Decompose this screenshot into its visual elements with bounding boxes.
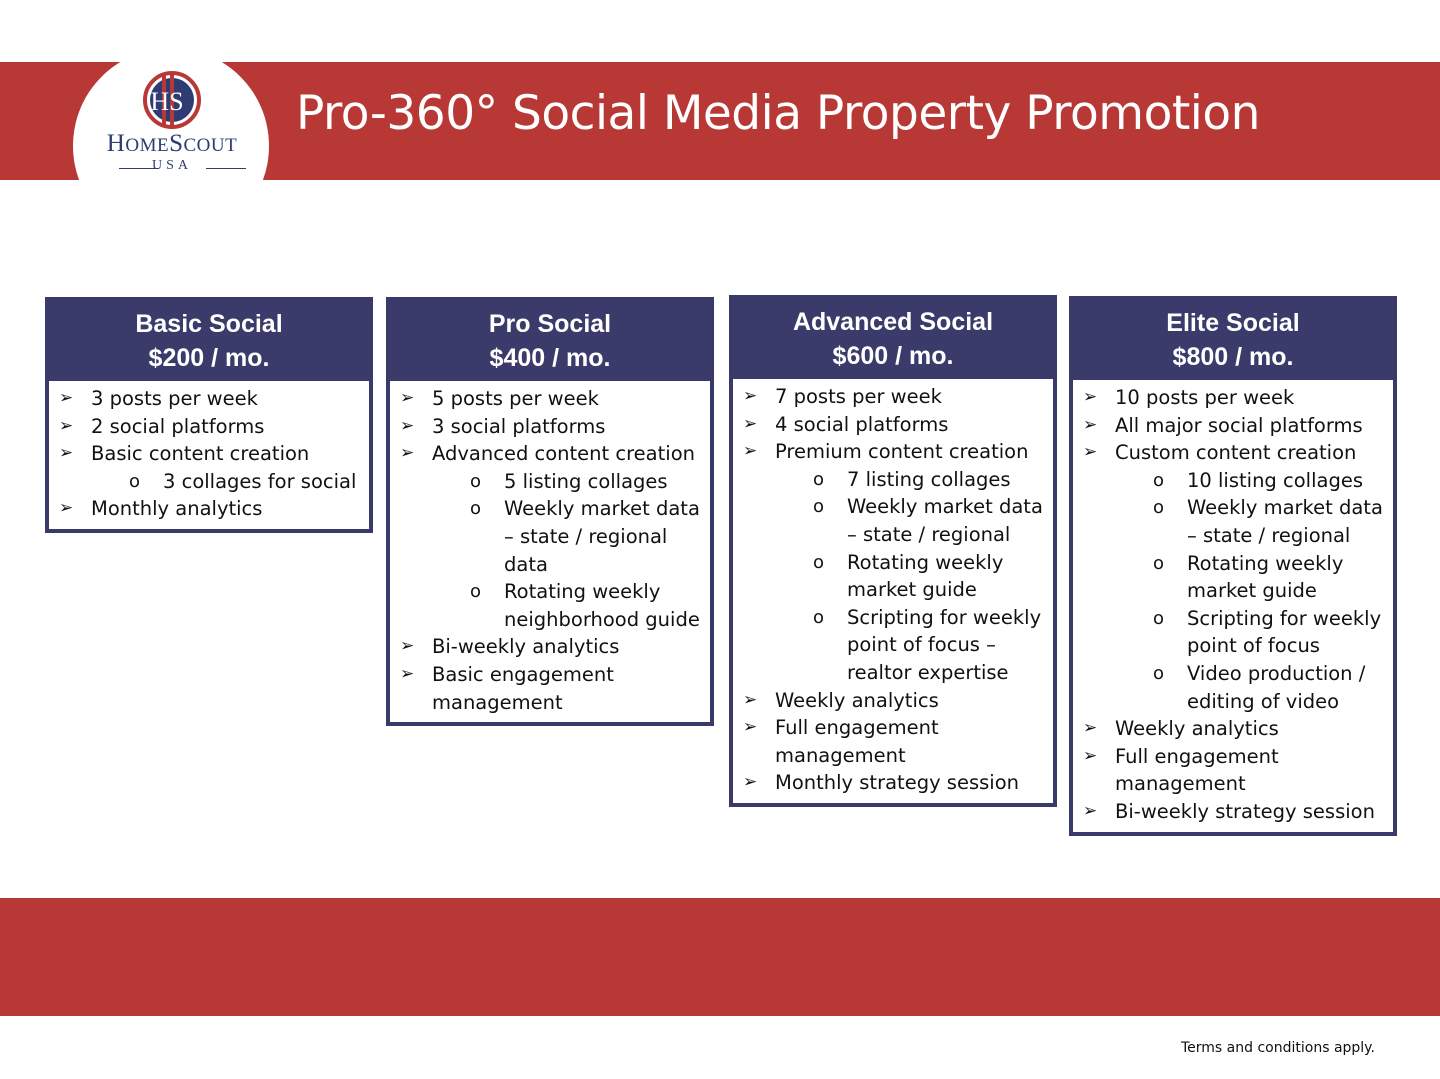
homescout-monogram-icon [142,70,202,130]
plan-card-basic-social [45,297,373,533]
feature-text: Scripting for weekly point of focus – realtor expertise [847,605,1042,684]
arrow-bullet-icon: ➢ [743,413,758,434]
feature-item [390,413,710,441]
feature-text: Bi-weekly strategy session [1115,799,1375,823]
feature-text: Full engagement management [775,716,939,767]
circle-bullet-icon: o [1153,552,1165,574]
feature-text: 5 posts per week [432,387,599,410]
feature-item [733,411,1053,439]
arrow-bullet-icon: ➢ [400,388,415,408]
feature-item [733,383,1053,411]
feature-item [390,633,710,661]
plan-price: $800 / mo. [1172,343,1294,371]
plan-name: Basic Social [135,310,283,338]
terms-note: Terms and conditions apply. [1181,1040,1375,1056]
arrow-bullet-icon: ➢ [743,386,758,406]
feature-item [733,769,1053,797]
feature-text: Custom content creation [1115,441,1357,465]
arrow-bullet-icon: ➢ [1083,387,1098,407]
page-title: Pro-360° Social Media Property Promotion [296,86,1260,141]
plan-card-elite-social [1069,296,1397,836]
feature-text: 3 posts per week [91,387,258,410]
feature-text: Weekly market data – state / regional [847,495,1043,546]
plan-name: Advanced Social [792,308,994,336]
circle-bullet-icon: o [470,470,482,492]
plan-price: $600 / mo. [832,342,954,370]
feature-item [49,413,369,441]
footer-band [0,898,1440,1016]
arrow-bullet-icon: ➢ [1083,800,1098,821]
arrow-bullet-icon: ➢ [400,636,415,657]
arrow-bullet-icon: ➢ [59,388,74,408]
feature-text: 4 social platforms [775,412,949,436]
feature-subitem [733,493,1053,548]
plan-feature-list [733,379,1053,803]
feature-text: Basic content creation [91,442,310,466]
feature-text: 5 listing collages [504,469,668,493]
feature-item [1073,715,1393,743]
feature-item [390,440,710,468]
circle-bullet-icon: o [1153,607,1165,629]
circle-bullet-icon: o [1153,662,1165,684]
feature-text: 10 listing collages [1187,468,1363,492]
feature-text: Weekly analytics [1115,717,1279,741]
plan-price: $200 / mo. [148,344,270,372]
feature-item [49,495,369,523]
plan-header [733,299,1053,379]
circle-bullet-icon: o [1153,469,1165,491]
plan-feature-list [49,381,369,529]
arrow-bullet-icon: ➢ [1083,442,1098,463]
plan-feature-list [1073,380,1393,832]
arrow-bullet-icon: ➢ [400,443,415,464]
feature-text: Rotating weekly neighborhood guide [504,580,700,631]
feature-subitem [1073,550,1393,605]
plan-feature-list [390,381,710,722]
plan-card-advanced-social [729,295,1057,807]
feature-item [49,440,369,468]
circle-bullet-icon: o [813,551,825,573]
feature-subitem [1073,467,1393,495]
feature-item [733,714,1053,769]
arrow-bullet-icon: ➢ [743,717,758,738]
feature-item [1073,798,1393,826]
feature-text: Premium content creation [775,440,1029,464]
feature-text: Full engagement management [1115,744,1279,796]
arrow-bullet-icon: ➢ [400,663,415,684]
feature-subitem [1073,494,1393,549]
feature-subitem [733,466,1053,494]
plan-header [1073,300,1393,380]
circle-bullet-icon: o [1153,497,1165,519]
feature-text: Weekly market data – state / regional data [504,497,700,576]
plan-card-pro-social [386,297,714,726]
feature-subitem [390,578,710,633]
feature-text: Weekly analytics [775,688,939,712]
feature-subitem [390,468,710,496]
feature-text: Video production / editing of video [1187,661,1366,713]
logo-subtext: USA [151,158,192,173]
feature-subitem [49,468,369,496]
feature-text: All major social platforms [1115,413,1363,437]
feature-text: Scripting for weekly point of focus [1187,606,1382,658]
feature-text: Rotating weekly market guide [847,550,1004,602]
feature-item [1073,412,1393,440]
feature-item [49,385,369,413]
circle-bullet-icon: o [813,496,825,518]
arrow-bullet-icon: ➢ [59,498,74,519]
feature-text: 7 listing collages [847,467,1011,491]
feature-text: 3 social platforms [432,414,606,438]
feature-item [733,438,1053,466]
circle-bullet-icon: o [813,468,825,490]
arrow-bullet-icon: ➢ [743,689,758,710]
feature-text: Weekly market data – state / regional [1187,496,1383,547]
arrow-bullet-icon: ➢ [59,443,74,464]
arrow-bullet-icon: ➢ [59,415,74,436]
feature-subitem [1073,660,1393,715]
feature-text: Bi-weekly analytics [432,635,620,659]
arrow-bullet-icon: ➢ [743,772,758,793]
circle-bullet-icon: o [470,581,482,603]
feature-item [390,661,710,716]
plan-header [49,301,369,381]
feature-subitem [733,604,1053,687]
svg-text:HS: HS [150,87,184,116]
arrow-bullet-icon: ➢ [1083,718,1098,739]
arrow-bullet-icon: ➢ [400,415,415,436]
feature-text: 2 social platforms [91,414,265,438]
feature-text: Rotating weekly market guide [1187,551,1344,603]
arrow-bullet-icon: ➢ [1083,745,1098,766]
plan-name: Pro Social [488,310,612,338]
feature-item [1073,384,1393,412]
logo-rule-right [206,168,246,169]
arrow-bullet-icon: ➢ [1083,414,1098,435]
feature-text: 7 posts per week [775,385,942,408]
feature-text: Monthly strategy session [775,771,1019,795]
feature-text: Monthly analytics [91,497,263,521]
feature-item [733,687,1053,715]
feature-subitem [733,549,1053,604]
feature-item [390,385,710,413]
feature-text: 10 posts per week [1115,386,1295,409]
arrow-bullet-icon: ➢ [743,441,758,462]
feature-item [1073,743,1393,798]
logo-wordmark: HOMESCOUT [106,130,238,157]
feature-text: Advanced content creation [432,442,695,466]
feature-text: Basic engagement management [432,662,614,714]
circle-bullet-icon: o [470,498,482,520]
circle-bullet-icon: o [813,606,825,628]
circle-bullet-icon: o [129,470,141,492]
feature-subitem [1073,605,1393,660]
feature-subitem [390,495,710,578]
plan-name: Elite Social [1166,309,1300,337]
feature-item [1073,439,1393,467]
feature-text: 3 collages for social [163,469,357,493]
plan-price: $400 / mo. [489,344,611,372]
plan-header [390,301,710,381]
